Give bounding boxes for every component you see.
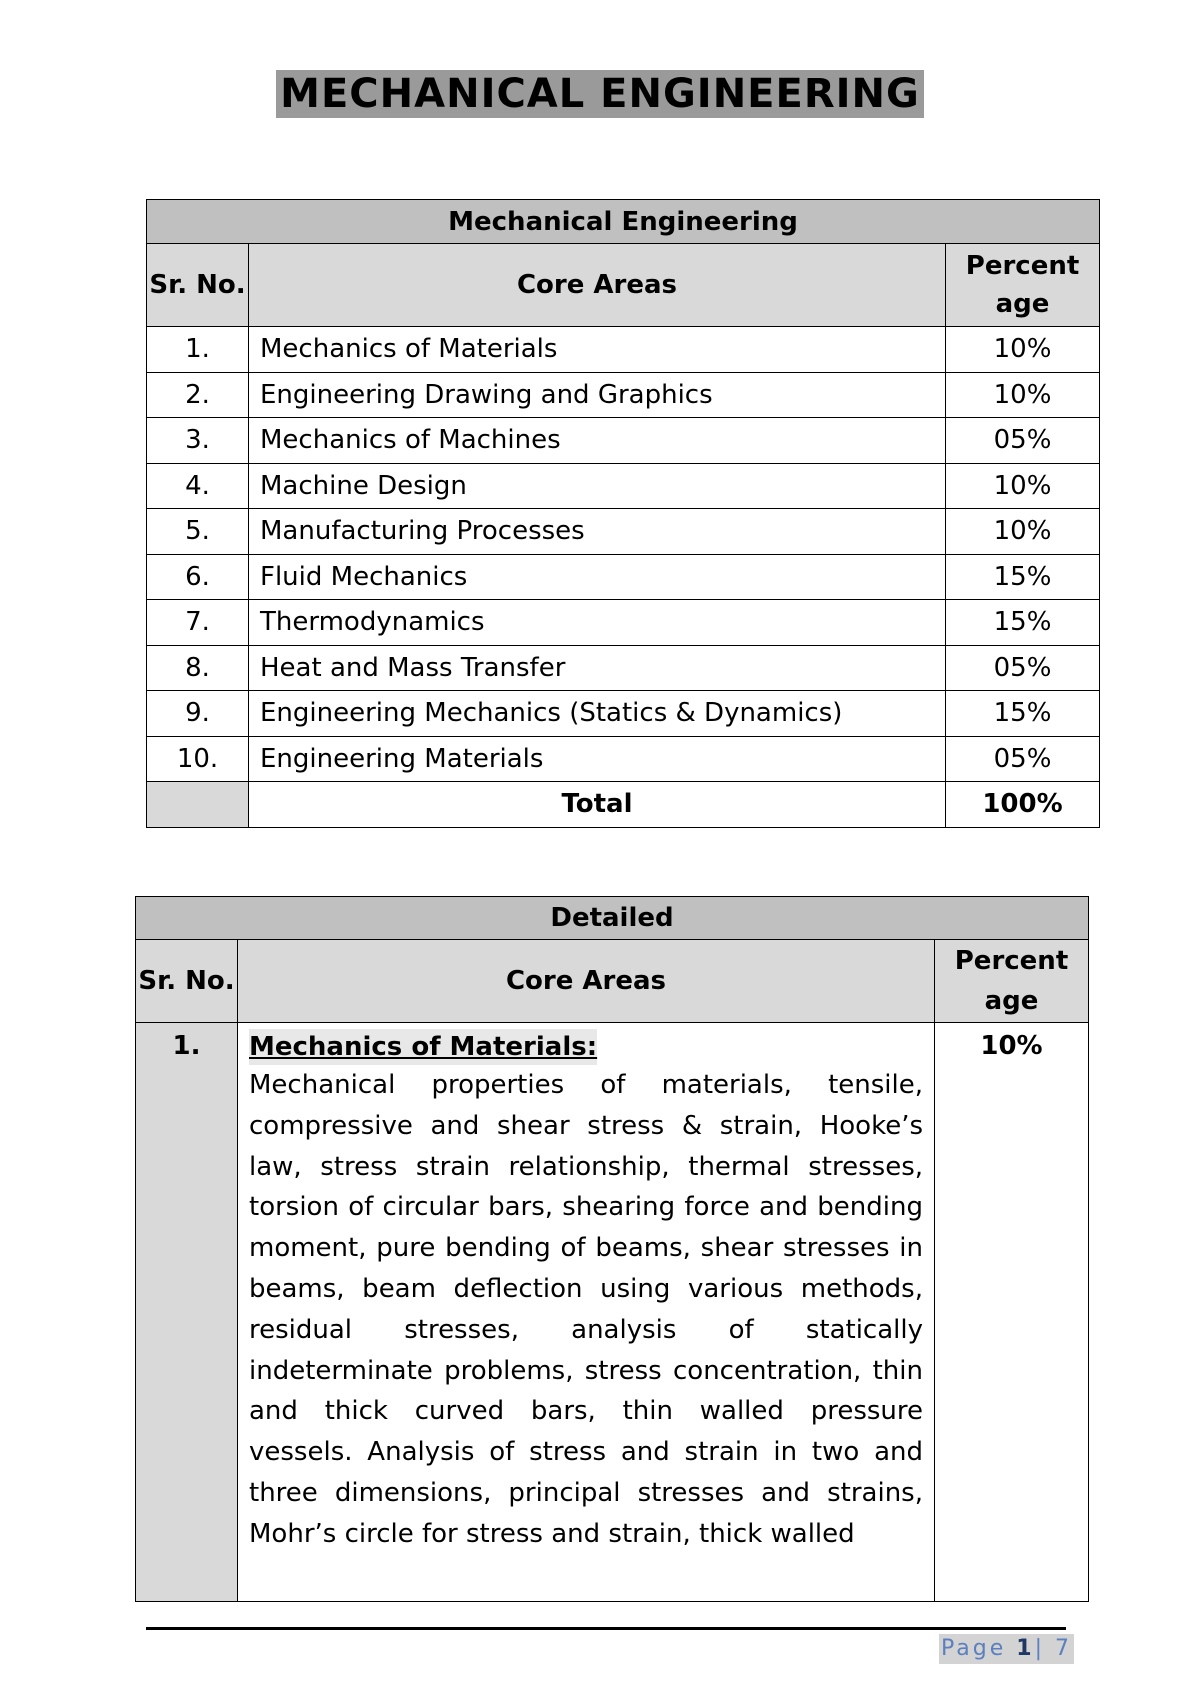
detail-percentage: 10%: [935, 1023, 1089, 1602]
row-core-area: Fluid Mechanics: [249, 554, 946, 600]
row-sr-no: 8.: [147, 645, 249, 691]
row-sr-no: 7.: [147, 600, 249, 646]
row-percentage: 10%: [946, 327, 1100, 373]
row-percentage: 10%: [946, 372, 1100, 418]
row-core-area: Machine Design: [249, 463, 946, 509]
table-row: [147, 372, 1100, 418]
table-row: [147, 645, 1100, 691]
table-row: [147, 509, 1100, 555]
summary-body: [147, 327, 1100, 782]
header-sr-no: Sr. No.: [147, 244, 249, 327]
row-percentage: 05%: [946, 418, 1100, 464]
header-core-areas: Core Areas: [249, 244, 946, 327]
table-row: [147, 736, 1100, 782]
page-separator: |: [1034, 1636, 1045, 1661]
row-core-area: Manufacturing Processes: [249, 509, 946, 555]
page-number: [939, 1634, 1074, 1664]
row-sr-no: 9.: [147, 691, 249, 737]
detail-header-percentage: Percent age: [935, 940, 1089, 1023]
row-sr-no: 1.: [147, 327, 249, 373]
summary-caption: Mechanical Engineering: [147, 200, 1100, 244]
row-sr-no: 3.: [147, 418, 249, 464]
page-current: 1: [1016, 1636, 1035, 1661]
row-sr-no: 4.: [147, 463, 249, 509]
summary-caption-row: [147, 200, 1100, 244]
row-core-area: Engineering Drawing and Graphics: [249, 372, 946, 418]
detail-description: Mechanical properties of materials, tensile, compressive and shear stress & strain, Hooke’s law, stress strain relationship, thermal stresses, torsion of circular bars, shearing force and bending moment, pure bending of beams, shear stresses in beams, beam deflection using various methods, residual stresses, analysis of statically indeterminate problems, stress concentration, thin and thick curved bars, thin walled pressure vessels. Analysis of stress and strain in two and three dimensions, principal stresses and strains, Mohr’s circle for stress and strain, thick walled: [249, 1070, 923, 1549]
row-core-area: Heat and Mass Transfer: [249, 645, 946, 691]
total-label: Total: [249, 782, 946, 828]
row-sr-no: 2.: [147, 372, 249, 418]
page-total: 7: [1055, 1636, 1072, 1661]
detail-table: [135, 896, 1089, 1602]
detail-header-core-areas: Core Areas: [238, 940, 935, 1023]
detail-header-row: [136, 940, 1089, 1023]
row-sr-no: 10.: [147, 736, 249, 782]
row-core-area: Engineering Materials: [249, 736, 946, 782]
table-row: [147, 418, 1100, 464]
row-percentage: 15%: [946, 554, 1100, 600]
detail-caption-row: [136, 897, 1089, 940]
row-core-area: Mechanics of Machines: [249, 418, 946, 464]
page-word: Page: [941, 1636, 1007, 1661]
row-percentage: 10%: [946, 463, 1100, 509]
row-core-area: Thermodynamics: [249, 600, 946, 646]
header-percentage: Percent age: [946, 244, 1100, 327]
row-sr-no: 5.: [147, 509, 249, 555]
row-percentage: 05%: [946, 645, 1100, 691]
row-core-area: Mechanics of Materials: [249, 327, 946, 373]
row-percentage: 05%: [946, 736, 1100, 782]
summary-total-row: [147, 782, 1100, 828]
table-row: [147, 600, 1100, 646]
row-sr-no: 6.: [147, 554, 249, 600]
row-percentage: 15%: [946, 691, 1100, 737]
footer-rule: [146, 1627, 1066, 1630]
summary-header-row: [147, 244, 1100, 327]
detail-caption: Detailed: [136, 897, 1089, 940]
table-row: [147, 554, 1100, 600]
detail-sr: 1.: [136, 1023, 238, 1602]
table-row: [147, 463, 1100, 509]
summary-table: [146, 199, 1100, 828]
total-value: 100%: [946, 782, 1100, 828]
page-title-wrap: [0, 70, 1200, 118]
row-percentage: 15%: [946, 600, 1100, 646]
total-sr-cell: [147, 782, 249, 828]
detail-subheading: Mechanics of Materials:: [249, 1029, 597, 1065]
detail-area-cell: [238, 1023, 935, 1602]
row-percentage: 10%: [946, 509, 1100, 555]
detail-row: [136, 1023, 1089, 1602]
table-row: [147, 691, 1100, 737]
page-title: MECHANICAL ENGINEERING: [276, 70, 924, 118]
row-core-area: Engineering Mechanics (Statics & Dynamics): [249, 691, 946, 737]
detail-header-sr-no: Sr. No.: [136, 940, 238, 1023]
table-row: [147, 327, 1100, 373]
